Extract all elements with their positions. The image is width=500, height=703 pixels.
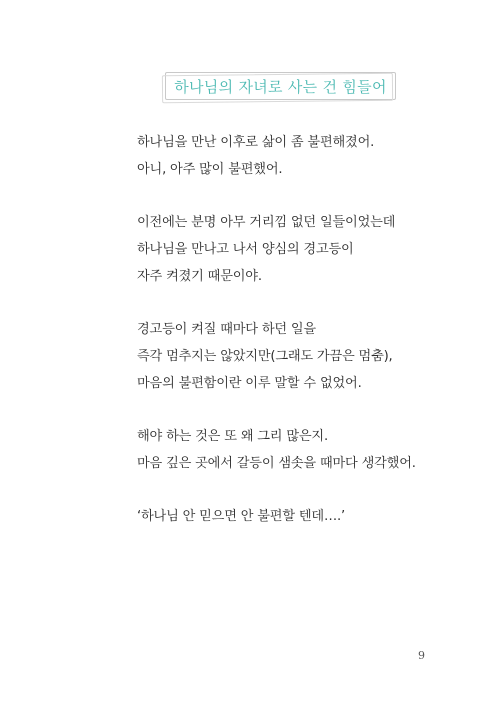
text-line: 해야 하는 것은 또 왜 그리 많은지. xyxy=(137,429,328,444)
text-line: 하나님을 만나고 나서 양심의 경고등이 xyxy=(137,242,354,257)
text-line: 경고등이 켜질 때마다 하던 일을 xyxy=(137,322,316,337)
text-line: 아니, 아주 많이 불편했어. xyxy=(137,162,283,177)
text-line: 마음 깊은 곳에서 갈등이 샘솟을 때마다 생각했어. xyxy=(137,456,416,471)
text-line: 이전에는 분명 아무 거리낌 없던 일들이었는데 xyxy=(137,215,396,230)
text-line: ‘하나님 안 믿으면 안 불편할 텐데….’ xyxy=(137,509,345,524)
text-line: 자주 켜졌기 때문이야. xyxy=(137,269,262,284)
paragraph-3 xyxy=(137,316,467,397)
paragraph-2 xyxy=(137,209,467,290)
body-text xyxy=(137,129,467,530)
text-line: 즉각 멈추지는 않았지만(그래도 가끔은 멈춤), xyxy=(137,349,393,364)
paragraph-1 xyxy=(137,129,467,183)
chapter-title-frame xyxy=(165,72,396,100)
paragraph-5 xyxy=(137,503,467,530)
chapter-title: 하나님의 자녀로 사는 건 힘들어 xyxy=(174,78,387,96)
page-number: 9 xyxy=(418,649,425,662)
text-line: 마음의 불편함이란 이루 말할 수 없었어. xyxy=(137,376,362,391)
paragraph-4 xyxy=(137,423,467,477)
text-line: 하나님을 만난 이후로 삶이 좀 불편해졌어. xyxy=(137,135,375,150)
